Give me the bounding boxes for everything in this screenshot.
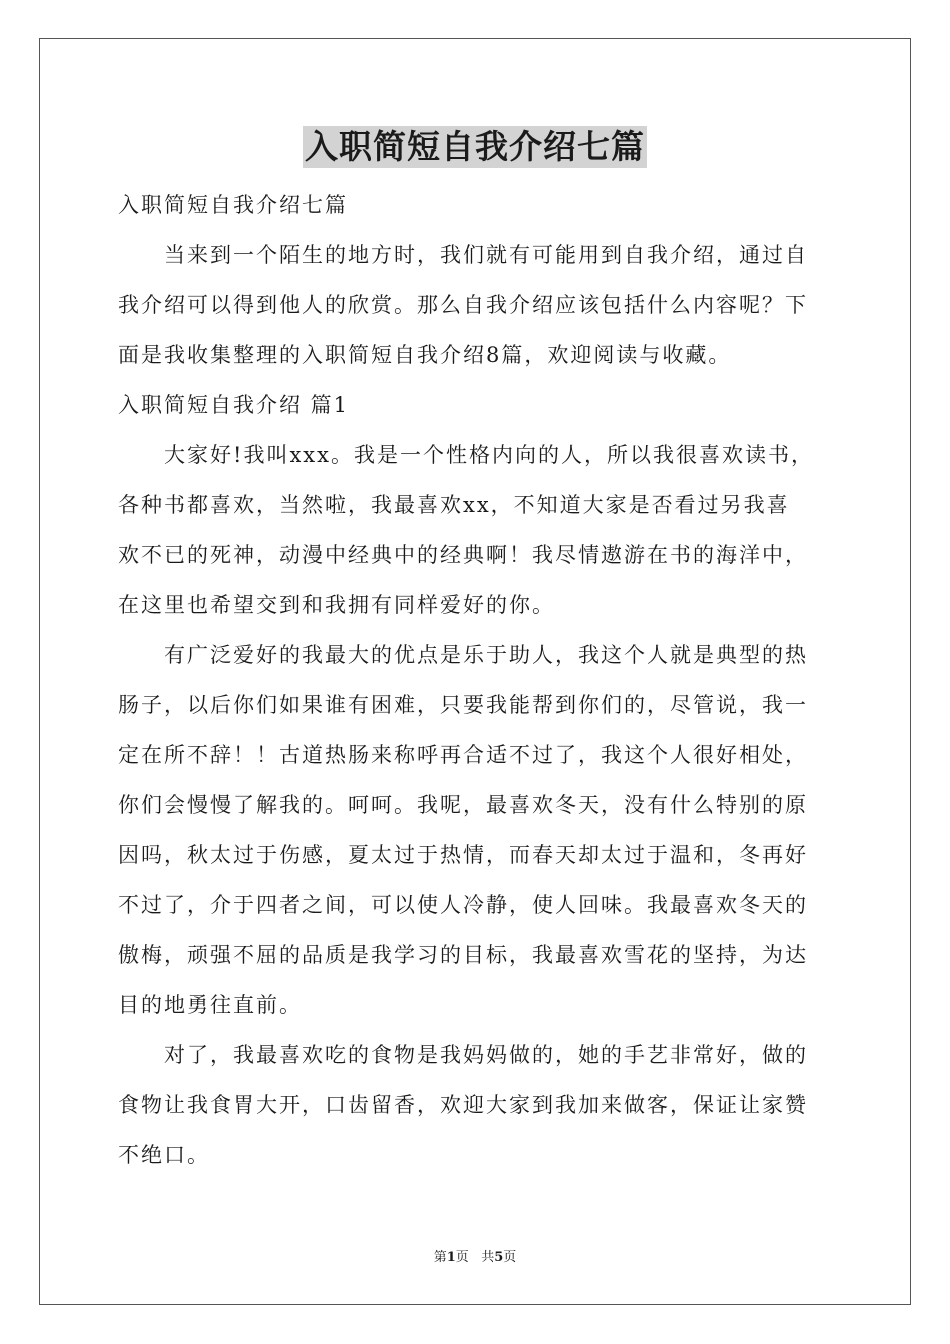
body-line: 食物让我食胃大开，口齿留香，欢迎大家到我加来做客，保证让家赞 — [118, 1093, 808, 1117]
body-line: 你们会慢慢了解我的。呵呵。我呢，最喜欢冬天，没有什么特别的原 — [118, 793, 808, 817]
body-line: 有广泛爱好的我最大的优点是乐于助人，我这个人就是典型的热 — [118, 643, 808, 667]
body-line: 对了，我最喜欢吃的食物是我妈妈做的，她的手艺非常好，做的 — [118, 1043, 808, 1067]
body-line: 肠子，以后你们如果谁有困难，只要我能帮到你们的，尽管说，我一 — [118, 693, 808, 717]
body-line: 不过了，介于四者之间，可以使人冷静，使人回味。我最喜欢冬天的 — [118, 893, 808, 917]
document-body — [118, 180, 838, 1180]
body-line: 面是我收集整理的入职简短自我介绍8篇，欢迎阅读与收藏。 — [118, 343, 732, 367]
document-title: 入职简短自我介绍七篇 — [305, 127, 645, 166]
body-line: 因吗，秋太过于伤感，夏太过于热情，而春天却太过于温和，冬再好 — [118, 843, 808, 867]
body-line: 傲梅，顽强不屈的品质是我学习的目标，我最喜欢雪花的坚持，为达 — [118, 943, 808, 967]
page-footer — [0, 1246, 950, 1265]
body-line: 目的地勇往直前。 — [118, 993, 302, 1017]
section-heading: 入职简短自我介绍 篇1 — [118, 393, 350, 417]
document-title-block — [0, 126, 950, 168]
total-label: 共 — [481, 1250, 495, 1265]
body-line: 在这里也希望交到和我拥有同样爱好的你。 — [118, 593, 555, 617]
page-number: 1 — [446, 1250, 456, 1265]
body-line: 入职简短自我介绍七篇 — [118, 193, 348, 217]
page-label: 第 — [433, 1250, 447, 1265]
total-pages: 5 — [494, 1250, 504, 1265]
body-line: 定在所不辞！！古道热肠来称呼再合适不过了，我这个人很好相处， — [118, 743, 808, 767]
body-line: 当来到一个陌生的地方时，我们就有可能用到自我介绍，通过自 — [118, 243, 808, 267]
body-line: 各种书都喜欢，当然啦，我最喜欢xx，不知道大家是否看过另我喜 — [118, 493, 790, 517]
body-line: 不绝口。 — [118, 1143, 210, 1167]
total-unit: 页 — [503, 1250, 517, 1265]
page-unit: 页 — [455, 1250, 469, 1265]
body-line: 欢不已的死神，动漫中经典中的经典啊！我尽情遨游在书的海洋中， — [118, 543, 808, 567]
body-line: 我介绍可以得到他人的欣赏。那么自我介绍应该包括什么内容呢？下 — [118, 293, 808, 317]
body-line: 大家好!我叫xxx。我是一个性格内向的人，所以我很喜欢读书， — [118, 443, 814, 467]
